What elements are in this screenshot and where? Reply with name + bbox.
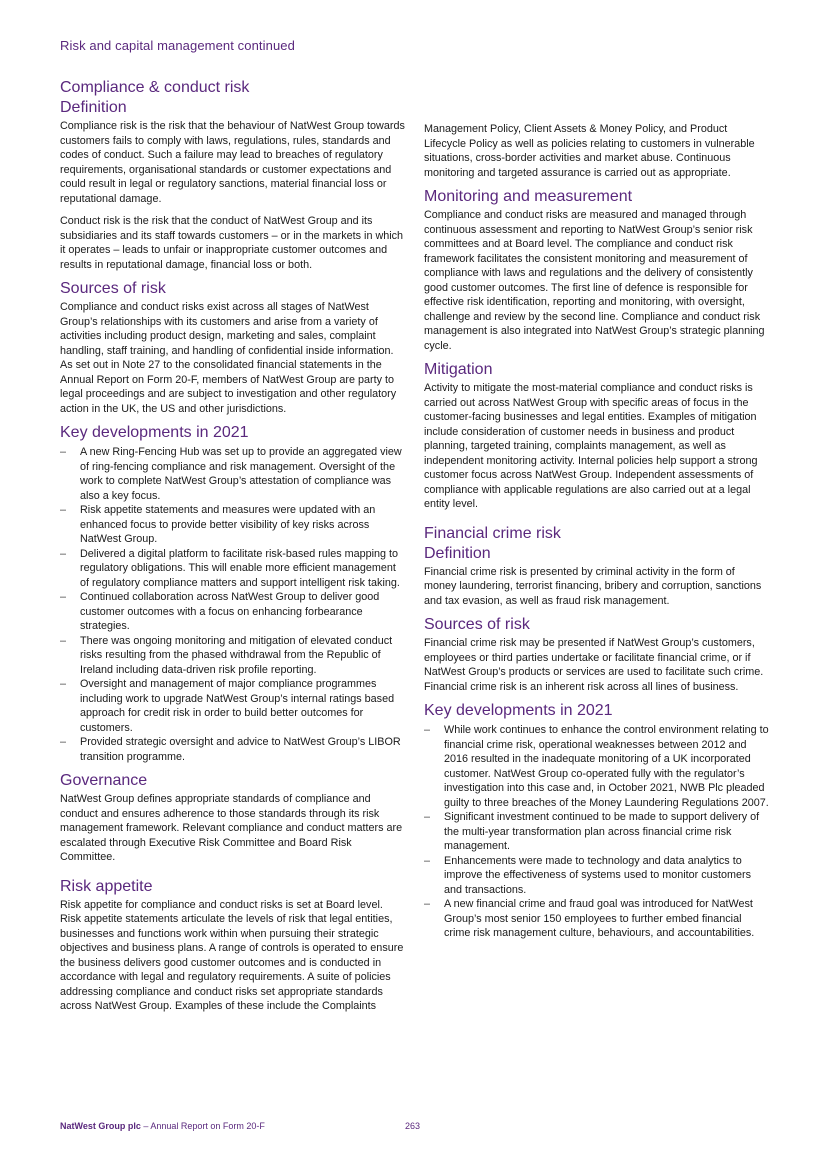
mitigation-paragraph: Activity to mitigate the most-material compliance and conduct risks is carried out across NatWest Group with specific areas of focus in the customer-facing businesses and legal entities. Examples of mitigation include consideration of customer needs in business and product planning, targeted training, complaints management, as well as independent monitoring activity. Internal policies help support a strong customer focus across NatWest Group. Independent assessments of compliance with applicable regulations are also carried out at a legal entity level. <box>424 382 758 510</box>
list-item: – Enhancements were made to technology and data analytics to improve the effectiveness of systems used to monitor customers and transactions. <box>424 854 770 898</box>
section-title-monitoring: Monitoring and measurement <box>424 188 633 205</box>
section-title-fincrime-sources: Sources of risk <box>424 616 530 633</box>
fincrime-sources-paragraph: Financial crime risk may be presented if NatWest Group’s customers, employees or third parties undertake or facilitate financial crime, or if NatWest Group’s products or services are used to facilitate such crime. Financial crime risk is an inherent risk across all lines of business. <box>424 637 764 693</box>
page-number: 263 <box>405 1121 421 1131</box>
list-item: – Significant investment continued to be made to support delivery of the multi-year transformation plan across financial crime risk management. <box>424 810 770 854</box>
list-item: – Risk appetite statements and measures were updated with an enhanced focus to provide better visibility of key risks across NatWest Group. <box>60 503 405 547</box>
key-developments-list <box>60 445 405 764</box>
subsection-title-definition: Definition <box>60 99 127 116</box>
section-title-financial-crime: Financial crime risk <box>424 524 561 542</box>
fincrime-definition-paragraph: Financial crime risk is presented by criminal activity in the form of money laundering, terrorist financing, bribery and corruption, sanctions and tax evasion, as well as fraud risk management. <box>424 565 762 607</box>
definition-paragraph-1: Compliance risk is the risk that the behaviour of NatWest Group towards customers fails to comply with laws, regulations, rules, standards and codes of conduct. Such a failure may lead to breaches of regulatory requirements, organisational standards or customer expectations and could result in legal or regulatory sanctions, material financial loss or reputational damage. <box>60 120 405 205</box>
list-item: – Continued collaboration across NatWest Group to deliver good customer outcomes with a focus on enhancing forbearance strategies. <box>60 590 405 634</box>
section-title-risk-appetite: Risk appetite <box>60 877 153 895</box>
left-column <box>60 78 405 1014</box>
section-title-sources: Sources of risk <box>60 280 166 297</box>
fincrime-key-developments-list <box>424 723 770 941</box>
section-title-fincrime-key-developments: Key developments in 2021 <box>424 702 613 719</box>
section-title-governance: Governance <box>60 772 148 789</box>
list-item: – Provided strategic oversight and advice to NatWest Group’s LIBOR transition programme. <box>60 735 405 764</box>
footer-brand: NatWest Group plc <box>60 1121 141 1131</box>
list-item: – There was ongoing monitoring and mitigation of elevated conduct risks resulting from the phased withdrawal from the Republic of Ireland including data-driven risk profile reporting. <box>60 634 405 678</box>
sources-paragraph: Compliance and conduct risks exist across all stages of NatWest Group’s relationships with its customers and arise from a variety of activities including product design, marketing and sales, complaint handling, staff training, and handling of confidential inside information. As set out in Note 27 to the consolidated financial statements in the Annual Report on Form 20-F, members of NatWest Group are party to legal proceedings and are subject to investigation and other regulatory action in the UK, the US and other jurisdictions. <box>60 301 397 415</box>
list-item: – Delivered a digital platform to facilitate risk-based rules mapping to regulatory obligations. This will enable more efficient management of regulatory compliance matters and support intelligent risk taking. <box>60 547 405 591</box>
list-item: – A new Ring-Fencing Hub was set up to provide an aggregated view of ring-fencing compliance and risk management. Oversight of the work to complete NatWest Group’s attestation of compliance was also a key focus. <box>60 445 405 503</box>
list-item: – Oversight and management of major compliance programmes including work to upgrade NatWest Group’s internal ratings based approach for credit risk in order to build better outcomes for customers. <box>60 677 405 735</box>
subsection-title-fincrime-definition: Definition <box>424 544 491 562</box>
footer-report-title: – Annual Report on Form 20-F <box>140 1121 265 1131</box>
continued-paragraph: Management Policy, Client Assets & Money Policy, and Product Lifecycle Policy as well as policies relating to customers in vulnerable situations, cross-border activities and market abuse. Continuous monitoring and targeted assurance is carried out as appropriate. <box>424 123 755 179</box>
definition-paragraph-2: Conduct risk is the risk that the conduct of NatWest Group and its subsidiaries and its staff towards customers – or in the markets in which it operates – leads to unfair or inappropriate customer outcomes and results in reputational damage, financial loss or both. <box>60 215 404 271</box>
running-header: Risk and capital management continued <box>60 38 295 53</box>
page-footer <box>60 1121 421 1131</box>
section-title-compliance: Compliance & conduct risk <box>60 79 250 96</box>
governance-paragraph: NatWest Group defines appropriate standards of compliance and conduct and ensures adherence to those standards through its risk management framework. Relevant compliance and conduct matters are escalated through Executive Risk Committee and Board Risk Committee. <box>60 793 403 863</box>
monitoring-paragraph: Compliance and conduct risks are measured and managed through continuous assessment and reporting to NatWest Group’s senior risk committees and at Board level. The compliance and conduct risk framework facilitates the consistent monitoring and measurement of compliance with laws and regulations and the delivery of consistently good customer outcomes. The first line of defence is responsible for effective risk identification, reporting and monitoring, with oversight, challenge and review by the second line. Compliance and conduct risk management is also integrated into NatWest Group’s strategic planning cycle. <box>424 209 765 352</box>
section-title-key-developments: Key developments in 2021 <box>60 424 249 441</box>
list-item: – While work continues to enhance the control environment relating to financial crime risk, operational weaknesses between 2012 and 2016 resulted in the inadequate monitoring of a UK incorporated customer. NatWest Group co-operated fully with the regulator’s investigation into this case and, in October 2021, NWB Plc pleaded guilty to three breaches of the Money Laundering Regulations 2007. <box>424 723 770 810</box>
section-title-mitigation: Mitigation <box>424 361 493 378</box>
right-column <box>424 122 770 941</box>
risk-appetite-paragraph: Risk appetite for compliance and conduct risks is set at Board level. Risk appetite statements articulate the levels of risk that legal entities, businesses and functions work within when pursuing their strategic objectives and business plans. A range of controls is operated to ensure the business delivers good customer outcomes and is conducted in accordance with legal and regulatory requirements. A suite of policies addressing compliance and conduct risks set appropriate standards across NatWest Group. Examples of these include the Complaints <box>60 898 404 1012</box>
list-item: – A new financial crime and fraud goal was introduced for NatWest Group’s most senior 150 employees to further embed financial crime risk management culture, behaviours, and accountabilities. <box>424 897 770 941</box>
